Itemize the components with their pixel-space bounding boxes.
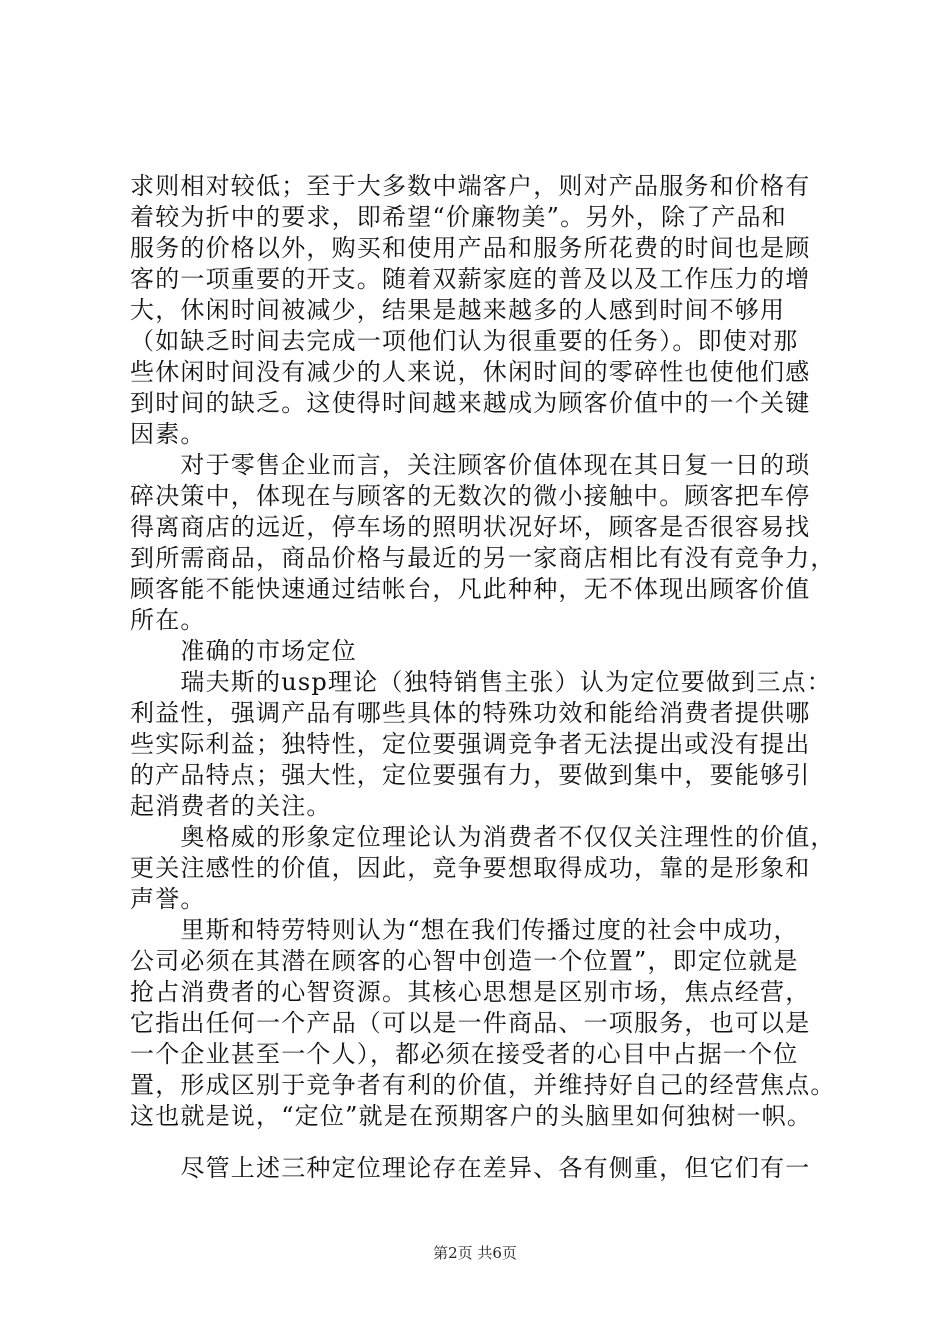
- text-line: 些实际利益；独特性，定位要强调竞争者无法提出或没有提出: [130, 730, 811, 758]
- text-line: 着较为折中的要求，即希望“价廉物美”。另外，除了产品和: [130, 203, 787, 231]
- text-line: 一个企业甚至一个人），都必须在接受者的心目中占据一个位: [130, 1040, 799, 1068]
- text-line: 所在。: [130, 606, 206, 634]
- text-line: 求则相对较低；至于大多数中端客户，则对产品服务和价格有: [130, 172, 811, 200]
- text-line: 这也就是说，“定位”就是在预期客户的头脑里如何独树一帜。: [130, 1102, 813, 1130]
- text-line: 声誉。: [130, 885, 206, 913]
- text-line: 碎决策中，体现在与顾客的无数次的微小接触中。顾客把车停: [130, 482, 811, 510]
- text-line: 尽管上述三种定位理论存在差异、各有侧重，但它们有一: [130, 1154, 811, 1182]
- section-heading: 准确的市场定位: [130, 637, 357, 665]
- text-line: 客的一项重要的开支。随着双薪家庭的普及以及工作压力的增: [130, 265, 811, 293]
- text-line: 大，休闲时间被减少，结果是越来越多的人感到时间不够用: [130, 296, 786, 324]
- text-line: 抢占消费者的心智资源。其核心思想是区别市场，焦点经营，: [130, 978, 811, 1006]
- text-line: 瑞夫斯的usp理论（独特销售主张）认为定位要做到三点：: [130, 668, 832, 696]
- text-line: 顾客能不能快速通过结帐台，凡此种种，无不体现出顾客价值: [130, 575, 811, 603]
- text-line: 里斯和特劳特则认为“想在我们传播过度的社会中成功，: [130, 916, 799, 944]
- paragraph-gap: [130, 1132, 830, 1153]
- text-line: 对于零售企业而言，关注顾客价值体现在其日复一日的琐: [130, 451, 811, 479]
- text-line: 公司必须在其潜在顾客的心智中创造一个位置”，即定位就是: [130, 947, 799, 975]
- text-line: 它指出任何一个产品（可以是一件商品、一项服务，也可以是: [130, 1009, 811, 1037]
- text-line: 利益性，强调产品有哪些具体的特殊功效和能给消费者提供哪: [130, 699, 811, 727]
- text-line: 因素。: [130, 420, 206, 448]
- text-line: 些休闲时间没有减少的人来说，休闲时间的零碎性也使他们感: [130, 358, 811, 386]
- text-line: 起消费者的关注。: [130, 792, 332, 820]
- text-line: 奥格威的形象定位理论认为消费者不仅仅关注理性的价值，: [130, 823, 836, 851]
- text-line: 更关注感性的价值，因此，竞争要想取得成功，靠的是形象和: [130, 854, 811, 882]
- text-line: 置，形成区别于竞争者有利的价值，并维持好自己的经营焦点。: [130, 1071, 836, 1099]
- body-text: [130, 171, 836, 1184]
- text-line: （如缺乏时间去完成一项他们认为很重要的任务）。即使对那: [130, 327, 799, 355]
- text-line: 的产品特点；强大性，定位要强有力，要做到集中，要能够引: [130, 761, 811, 789]
- text-line: 到时间的缺乏。这使得时间越来越成为顾客价值中的一个关键: [130, 389, 811, 417]
- text-line: 服务的价格以外，购买和使用产品和服务所花费的时间也是顾: [130, 234, 811, 262]
- text-line: 到所需商品，商品价格与最近的另一家商店相比有没有竞争力，: [130, 544, 836, 572]
- text-line: 得离商店的远近，停车场的照明状况好坏，顾客是否很容易找: [130, 513, 811, 541]
- page-number-footer: 第2页 共6页: [433, 1244, 517, 1262]
